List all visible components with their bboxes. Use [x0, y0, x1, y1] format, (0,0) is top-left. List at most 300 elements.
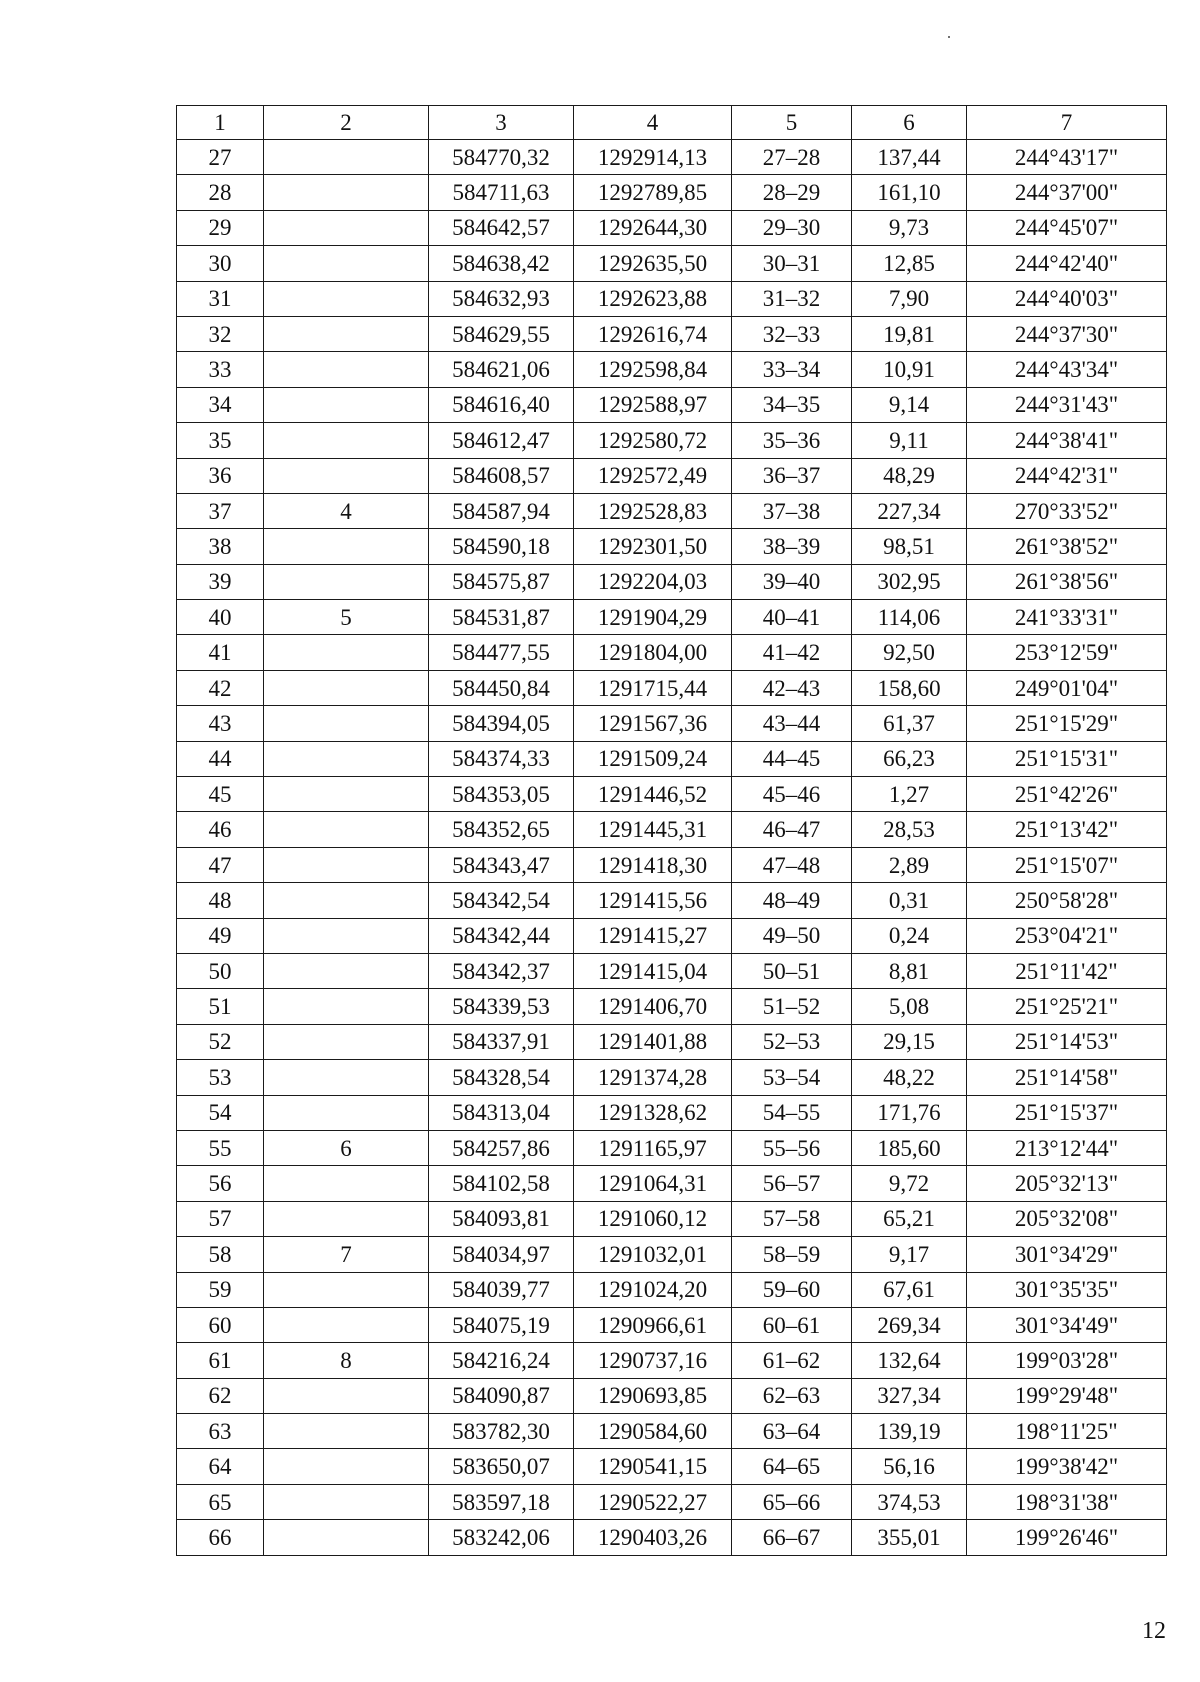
table-row — [177, 1272, 1167, 1307]
table-row — [177, 246, 1167, 281]
x-coordinate-cell: 584102,58 — [429, 1166, 574, 1201]
section-number-cell — [264, 352, 429, 387]
length-cell: 374,53 — [852, 1484, 967, 1519]
bearing-cell: 244°42'40" — [967, 246, 1167, 281]
section-number-cell — [264, 953, 429, 988]
length-cell: 8,81 — [852, 953, 967, 988]
y-coordinate-cell: 1291415,04 — [574, 953, 732, 988]
segment-cell: 45–46 — [732, 777, 852, 812]
point-number-cell: 62 — [177, 1378, 264, 1413]
y-coordinate-cell: 1290737,16 — [574, 1343, 732, 1378]
length-cell: 171,76 — [852, 1095, 967, 1130]
table-row — [177, 953, 1167, 988]
point-number-cell: 33 — [177, 352, 264, 387]
bearing-cell: 270°33'52" — [967, 493, 1167, 528]
segment-cell: 61–62 — [732, 1343, 852, 1378]
bearing-cell: 199°29'48" — [967, 1378, 1167, 1413]
section-number-cell — [264, 281, 429, 316]
x-coordinate-cell: 584770,32 — [429, 140, 574, 175]
section-number-cell — [264, 989, 429, 1024]
point-number-cell: 44 — [177, 741, 264, 776]
y-coordinate-cell: 1291567,36 — [574, 706, 732, 741]
point-number-cell: 57 — [177, 1201, 264, 1236]
table-row — [177, 140, 1167, 175]
table-row — [177, 777, 1167, 812]
segment-cell: 31–32 — [732, 281, 852, 316]
segment-cell: 39–40 — [732, 564, 852, 599]
section-number-cell — [264, 1414, 429, 1449]
point-number-cell: 64 — [177, 1449, 264, 1484]
y-coordinate-cell: 1291415,27 — [574, 918, 732, 953]
bearing-cell: 199°26'46" — [967, 1520, 1167, 1555]
length-cell: 114,06 — [852, 600, 967, 635]
x-coordinate-cell: 584629,55 — [429, 316, 574, 351]
section-number-cell — [264, 918, 429, 953]
bearing-cell: 251°15'07" — [967, 847, 1167, 882]
bearing-cell: 244°45'07" — [967, 210, 1167, 245]
y-coordinate-cell: 1291804,00 — [574, 635, 732, 670]
bearing-cell: 253°12'59" — [967, 635, 1167, 670]
y-coordinate-cell: 1292789,85 — [574, 175, 732, 210]
header-cell: 1 — [177, 106, 264, 140]
y-coordinate-cell: 1292580,72 — [574, 423, 732, 458]
segment-cell: 36–37 — [732, 458, 852, 493]
table-row — [177, 1237, 1167, 1272]
point-number-cell: 29 — [177, 210, 264, 245]
section-number-cell: 5 — [264, 600, 429, 635]
point-number-cell: 50 — [177, 953, 264, 988]
segment-cell: 47–48 — [732, 847, 852, 882]
y-coordinate-cell: 1292616,74 — [574, 316, 732, 351]
length-cell: 7,90 — [852, 281, 967, 316]
table-row — [177, 883, 1167, 918]
table-body — [177, 106, 1167, 1556]
table-row — [177, 387, 1167, 422]
bearing-cell: 250°58'28" — [967, 883, 1167, 918]
section-number-cell — [264, 635, 429, 670]
section-number-cell — [264, 1201, 429, 1236]
table-header-row — [177, 106, 1167, 140]
point-number-cell: 53 — [177, 1060, 264, 1095]
segment-cell: 60–61 — [732, 1307, 852, 1342]
x-coordinate-cell: 584075,19 — [429, 1307, 574, 1342]
point-number-cell: 40 — [177, 600, 264, 635]
point-number-cell: 42 — [177, 670, 264, 705]
table-row — [177, 529, 1167, 564]
section-number-cell — [264, 1024, 429, 1059]
bearing-cell: 301°34'29" — [967, 1237, 1167, 1272]
length-cell: 5,08 — [852, 989, 967, 1024]
y-coordinate-cell: 1290584,60 — [574, 1414, 732, 1449]
point-number-cell: 38 — [177, 529, 264, 564]
x-coordinate-cell: 584642,57 — [429, 210, 574, 245]
x-coordinate-cell: 583782,30 — [429, 1414, 574, 1449]
x-coordinate-cell: 584039,77 — [429, 1272, 574, 1307]
length-cell: 98,51 — [852, 529, 967, 564]
segment-cell: 44–45 — [732, 741, 852, 776]
bearing-cell: 244°38'41" — [967, 423, 1167, 458]
length-cell: 227,34 — [852, 493, 967, 528]
section-number-cell — [264, 316, 429, 351]
bearing-cell: 251°14'53" — [967, 1024, 1167, 1059]
length-cell: 0,24 — [852, 918, 967, 953]
length-cell: 67,61 — [852, 1272, 967, 1307]
y-coordinate-cell: 1292204,03 — [574, 564, 732, 599]
y-coordinate-cell: 1292301,50 — [574, 529, 732, 564]
segment-cell: 40–41 — [732, 600, 852, 635]
y-coordinate-cell: 1291024,20 — [574, 1272, 732, 1307]
length-cell: 1,27 — [852, 777, 967, 812]
x-coordinate-cell: 583597,18 — [429, 1484, 574, 1519]
table-row — [177, 175, 1167, 210]
point-number-cell: 31 — [177, 281, 264, 316]
bearing-cell: 251°25'21" — [967, 989, 1167, 1024]
section-number-cell — [264, 1307, 429, 1342]
section-number-cell — [264, 1449, 429, 1484]
segment-cell: 58–59 — [732, 1237, 852, 1272]
bearing-cell: 244°42'31" — [967, 458, 1167, 493]
point-number-cell: 54 — [177, 1095, 264, 1130]
length-cell: 2,89 — [852, 847, 967, 882]
page-number: 12 — [1142, 1618, 1166, 1644]
point-number-cell: 49 — [177, 918, 264, 953]
x-coordinate-cell: 584342,37 — [429, 953, 574, 988]
header-cell: 7 — [967, 106, 1167, 140]
bearing-cell: 199°38'42" — [967, 1449, 1167, 1484]
bearing-cell: 261°38'56" — [967, 564, 1167, 599]
bearing-cell: 244°43'34" — [967, 352, 1167, 387]
length-cell: 19,81 — [852, 316, 967, 351]
segment-cell: 42–43 — [732, 670, 852, 705]
section-number-cell: 8 — [264, 1343, 429, 1378]
section-number-cell — [264, 706, 429, 741]
length-cell: 137,44 — [852, 140, 967, 175]
x-coordinate-cell: 584587,94 — [429, 493, 574, 528]
y-coordinate-cell: 1291415,56 — [574, 883, 732, 918]
coordinates-table — [176, 105, 1167, 1556]
x-coordinate-cell: 584632,93 — [429, 281, 574, 316]
point-number-cell: 65 — [177, 1484, 264, 1519]
segment-cell: 46–47 — [732, 812, 852, 847]
x-coordinate-cell: 584608,57 — [429, 458, 574, 493]
bearing-cell: 205°32'13" — [967, 1166, 1167, 1201]
point-number-cell: 56 — [177, 1166, 264, 1201]
length-cell: 132,64 — [852, 1343, 967, 1378]
table-row — [177, 600, 1167, 635]
point-number-cell: 52 — [177, 1024, 264, 1059]
section-number-cell — [264, 1484, 429, 1519]
segment-cell: 48–49 — [732, 883, 852, 918]
x-coordinate-cell: 584616,40 — [429, 387, 574, 422]
x-coordinate-cell: 584531,87 — [429, 600, 574, 635]
length-cell: 92,50 — [852, 635, 967, 670]
table-row — [177, 1449, 1167, 1484]
point-number-cell: 34 — [177, 387, 264, 422]
segment-cell: 65–66 — [732, 1484, 852, 1519]
segment-cell: 50–51 — [732, 953, 852, 988]
table-row — [177, 1166, 1167, 1201]
x-coordinate-cell: 584374,33 — [429, 741, 574, 776]
y-coordinate-cell: 1291446,52 — [574, 777, 732, 812]
length-cell: 158,60 — [852, 670, 967, 705]
y-coordinate-cell: 1290693,85 — [574, 1378, 732, 1413]
y-coordinate-cell: 1292914,13 — [574, 140, 732, 175]
point-number-cell: 43 — [177, 706, 264, 741]
y-coordinate-cell: 1291445,31 — [574, 812, 732, 847]
x-coordinate-cell: 584337,91 — [429, 1024, 574, 1059]
table-row — [177, 281, 1167, 316]
section-number-cell — [264, 812, 429, 847]
segment-cell: 49–50 — [732, 918, 852, 953]
y-coordinate-cell: 1291509,24 — [574, 741, 732, 776]
x-coordinate-cell: 584353,05 — [429, 777, 574, 812]
x-coordinate-cell: 584343,47 — [429, 847, 574, 882]
length-cell: 9,14 — [852, 387, 967, 422]
table-row — [177, 458, 1167, 493]
segment-cell: 62–63 — [732, 1378, 852, 1413]
point-number-cell: 41 — [177, 635, 264, 670]
section-number-cell: 4 — [264, 493, 429, 528]
x-coordinate-cell: 584450,84 — [429, 670, 574, 705]
y-coordinate-cell: 1292644,30 — [574, 210, 732, 245]
x-coordinate-cell: 584328,54 — [429, 1060, 574, 1095]
x-coordinate-cell: 584342,44 — [429, 918, 574, 953]
y-coordinate-cell: 1290522,27 — [574, 1484, 732, 1519]
segment-cell: 64–65 — [732, 1449, 852, 1484]
table-row — [177, 316, 1167, 351]
x-coordinate-cell: 584575,87 — [429, 564, 574, 599]
section-number-cell — [264, 140, 429, 175]
section-number-cell — [264, 847, 429, 882]
section-number-cell — [264, 246, 429, 281]
segment-cell: 54–55 — [732, 1095, 852, 1130]
y-coordinate-cell: 1291374,28 — [574, 1060, 732, 1095]
table-row — [177, 635, 1167, 670]
x-coordinate-cell: 584216,24 — [429, 1343, 574, 1378]
table-row — [177, 1307, 1167, 1342]
segment-cell: 41–42 — [732, 635, 852, 670]
bearing-cell: 244°43'17" — [967, 140, 1167, 175]
table-row — [177, 918, 1167, 953]
segment-cell: 35–36 — [732, 423, 852, 458]
point-number-cell: 51 — [177, 989, 264, 1024]
table-row — [177, 1201, 1167, 1236]
table-row — [177, 1060, 1167, 1095]
length-cell: 28,53 — [852, 812, 967, 847]
table-row — [177, 1343, 1167, 1378]
bearing-cell: 261°38'52" — [967, 529, 1167, 564]
y-coordinate-cell: 1291715,44 — [574, 670, 732, 705]
point-number-cell: 37 — [177, 493, 264, 528]
x-coordinate-cell: 584590,18 — [429, 529, 574, 564]
y-coordinate-cell: 1291064,31 — [574, 1166, 732, 1201]
y-coordinate-cell: 1291328,62 — [574, 1095, 732, 1130]
bearing-cell: 251°42'26" — [967, 777, 1167, 812]
y-coordinate-cell: 1291060,12 — [574, 1201, 732, 1236]
bearing-cell: 244°40'03" — [967, 281, 1167, 316]
segment-cell: 63–64 — [732, 1414, 852, 1449]
bearing-cell: 198°31'38" — [967, 1484, 1167, 1519]
y-coordinate-cell: 1292623,88 — [574, 281, 732, 316]
table-row — [177, 564, 1167, 599]
x-coordinate-cell: 584477,55 — [429, 635, 574, 670]
length-cell: 29,15 — [852, 1024, 967, 1059]
bearing-cell: 251°15'37" — [967, 1095, 1167, 1130]
length-cell: 9,17 — [852, 1237, 967, 1272]
x-coordinate-cell: 584257,86 — [429, 1130, 574, 1165]
table-row — [177, 423, 1167, 458]
table-row — [177, 1024, 1167, 1059]
point-number-cell: 46 — [177, 812, 264, 847]
segment-cell: 59–60 — [732, 1272, 852, 1307]
segment-cell: 56–57 — [732, 1166, 852, 1201]
section-number-cell — [264, 670, 429, 705]
section-number-cell — [264, 423, 429, 458]
y-coordinate-cell: 1290541,15 — [574, 1449, 732, 1484]
length-cell: 48,29 — [852, 458, 967, 493]
bearing-cell: 251°15'29" — [967, 706, 1167, 741]
table-row — [177, 741, 1167, 776]
section-number-cell — [264, 1166, 429, 1201]
segment-cell: 27–28 — [732, 140, 852, 175]
x-coordinate-cell: 584090,87 — [429, 1378, 574, 1413]
x-coordinate-cell: 584711,63 — [429, 175, 574, 210]
length-cell: 185,60 — [852, 1130, 967, 1165]
x-coordinate-cell: 584093,81 — [429, 1201, 574, 1236]
section-number-cell — [264, 741, 429, 776]
point-number-cell: 45 — [177, 777, 264, 812]
segment-cell: 37–38 — [732, 493, 852, 528]
segment-cell: 66–67 — [732, 1520, 852, 1555]
x-coordinate-cell: 584352,65 — [429, 812, 574, 847]
table-row — [177, 493, 1167, 528]
x-coordinate-cell: 583242,06 — [429, 1520, 574, 1555]
length-cell: 9,72 — [852, 1166, 967, 1201]
length-cell: 12,85 — [852, 246, 967, 281]
segment-cell: 30–31 — [732, 246, 852, 281]
bearing-cell: 199°03'28" — [967, 1343, 1167, 1378]
x-coordinate-cell: 584339,53 — [429, 989, 574, 1024]
length-cell: 9,11 — [852, 423, 967, 458]
y-coordinate-cell: 1292588,97 — [574, 387, 732, 422]
section-number-cell — [264, 1378, 429, 1413]
segment-cell: 55–56 — [732, 1130, 852, 1165]
length-cell: 139,19 — [852, 1414, 967, 1449]
length-cell: 56,16 — [852, 1449, 967, 1484]
table-row — [177, 670, 1167, 705]
point-number-cell: 61 — [177, 1343, 264, 1378]
bearing-cell: 244°37'30" — [967, 316, 1167, 351]
segment-cell: 51–52 — [732, 989, 852, 1024]
bearing-cell: 244°31'43" — [967, 387, 1167, 422]
segment-cell: 29–30 — [732, 210, 852, 245]
bearing-cell: 251°15'31" — [967, 741, 1167, 776]
length-cell: 161,10 — [852, 175, 967, 210]
y-coordinate-cell: 1290966,61 — [574, 1307, 732, 1342]
point-number-cell: 35 — [177, 423, 264, 458]
point-number-cell: 63 — [177, 1414, 264, 1449]
length-cell: 61,37 — [852, 706, 967, 741]
bearing-cell: 241°33'31" — [967, 600, 1167, 635]
length-cell: 66,23 — [852, 741, 967, 776]
x-coordinate-cell: 584313,04 — [429, 1095, 574, 1130]
bearing-cell: 251°14'58" — [967, 1060, 1167, 1095]
bearing-cell: 253°04'21" — [967, 918, 1167, 953]
table-row — [177, 706, 1167, 741]
x-coordinate-cell: 584342,54 — [429, 883, 574, 918]
segment-cell: 28–29 — [732, 175, 852, 210]
bearing-cell: 301°35'35" — [967, 1272, 1167, 1307]
scan-speck — [948, 36, 950, 38]
section-number-cell — [264, 777, 429, 812]
x-coordinate-cell: 584638,42 — [429, 246, 574, 281]
y-coordinate-cell: 1292528,83 — [574, 493, 732, 528]
segment-cell: 52–53 — [732, 1024, 852, 1059]
length-cell: 48,22 — [852, 1060, 967, 1095]
y-coordinate-cell: 1291904,29 — [574, 600, 732, 635]
table-row — [177, 1484, 1167, 1519]
section-number-cell — [264, 883, 429, 918]
length-cell: 355,01 — [852, 1520, 967, 1555]
point-number-cell: 58 — [177, 1237, 264, 1272]
segment-cell: 53–54 — [732, 1060, 852, 1095]
table-row — [177, 812, 1167, 847]
table-row — [177, 352, 1167, 387]
bearing-cell: 198°11'25" — [967, 1414, 1167, 1449]
section-number-cell — [264, 175, 429, 210]
section-number-cell — [264, 458, 429, 493]
section-number-cell: 7 — [264, 1237, 429, 1272]
segment-cell: 32–33 — [732, 316, 852, 351]
y-coordinate-cell: 1291401,88 — [574, 1024, 732, 1059]
table-row — [177, 989, 1167, 1024]
point-number-cell: 28 — [177, 175, 264, 210]
point-number-cell: 55 — [177, 1130, 264, 1165]
y-coordinate-cell: 1291418,30 — [574, 847, 732, 882]
length-cell: 269,34 — [852, 1307, 967, 1342]
section-number-cell — [264, 1520, 429, 1555]
bearing-cell: 249°01'04" — [967, 670, 1167, 705]
x-coordinate-cell: 584394,05 — [429, 706, 574, 741]
table-row — [177, 1378, 1167, 1413]
y-coordinate-cell: 1292598,84 — [574, 352, 732, 387]
bearing-cell: 205°32'08" — [967, 1201, 1167, 1236]
header-cell: 5 — [732, 106, 852, 140]
bearing-cell: 244°37'00" — [967, 175, 1167, 210]
segment-cell: 43–44 — [732, 706, 852, 741]
segment-cell: 38–39 — [732, 529, 852, 564]
length-cell: 65,21 — [852, 1201, 967, 1236]
segment-cell: 34–35 — [732, 387, 852, 422]
y-coordinate-cell: 1290403,26 — [574, 1520, 732, 1555]
header-cell: 4 — [574, 106, 732, 140]
header-cell: 2 — [264, 106, 429, 140]
x-coordinate-cell: 583650,07 — [429, 1449, 574, 1484]
point-number-cell: 59 — [177, 1272, 264, 1307]
bearing-cell: 213°12'44" — [967, 1130, 1167, 1165]
bearing-cell: 301°34'49" — [967, 1307, 1167, 1342]
segment-cell: 33–34 — [732, 352, 852, 387]
length-cell: 0,31 — [852, 883, 967, 918]
y-coordinate-cell: 1291165,97 — [574, 1130, 732, 1165]
y-coordinate-cell: 1291032,01 — [574, 1237, 732, 1272]
point-number-cell: 36 — [177, 458, 264, 493]
section-number-cell — [264, 387, 429, 422]
y-coordinate-cell: 1291406,70 — [574, 989, 732, 1024]
section-number-cell — [264, 1272, 429, 1307]
table-row — [177, 847, 1167, 882]
x-coordinate-cell: 584612,47 — [429, 423, 574, 458]
